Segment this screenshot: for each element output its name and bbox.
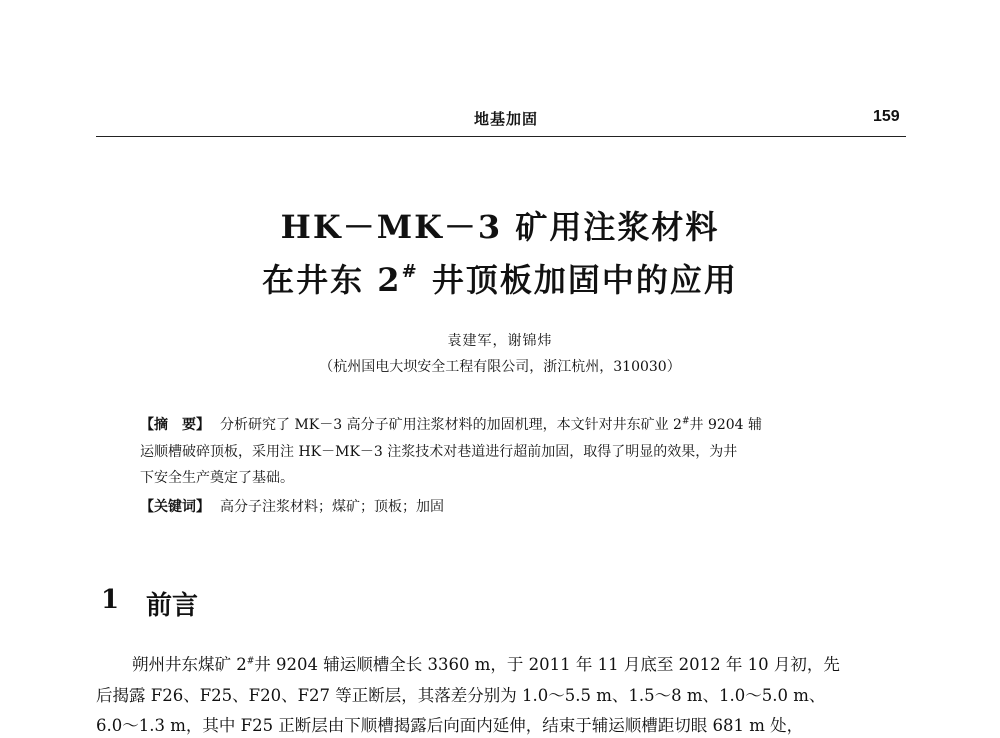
keywords-label: 【关键词】 <box>140 499 210 515</box>
abstract-line-3: 下安全生产奠定了基础。 <box>140 470 294 486</box>
running-header-section: 地基加固 <box>474 110 539 128</box>
abstract-line-1-post: 井 9204 辅 <box>689 417 763 433</box>
section-title: 前言 <box>146 591 199 621</box>
abstract-line-1-sup: # <box>681 416 690 427</box>
article-title-line-1 <box>0 202 1000 248</box>
body-line-3: 6.0～1.3 m，其中 F25 正断层由下顺槽揭露后向面内延伸，结束于辅运顺槽距切眼 681 m 处， <box>96 716 804 735</box>
running-header-page-number: 159 <box>873 108 900 125</box>
body-line-1-sup: # <box>246 656 255 667</box>
title-line-2-sup: # <box>401 261 419 282</box>
body-line-2: 后揭露 F26、F25、F20、F27 等正断层，其落差分别为 1.0～5.5 m、1.5～8 m、1.0～5.0 m、 <box>96 686 826 705</box>
title-line-1-text: HK－MK－3 矿用注浆材料 <box>280 208 720 246</box>
authors: 袁建军，谢锦炜 <box>447 333 553 349</box>
abstract-label: 【摘 要】 <box>140 417 210 433</box>
header-rule <box>96 136 906 137</box>
abstract-line-1-pre: 分析研究了 MK－3 高分子矿用注浆材料的加固机理，本文针对井东矿业 2 <box>220 417 682 433</box>
keywords-line <box>140 496 900 516</box>
body-line-1-post: 井 9204 辅运顺槽全长 3360 m，于 2011 年 11 月底至 2012 年 10 月初，先 <box>254 655 840 674</box>
title-line-2-pre: 在井东 2 <box>262 261 402 299</box>
body-line-1 <box>96 651 911 675</box>
section-number: 1 <box>101 585 120 615</box>
body-line-1-pre: 朔州井东煤矿 2 <box>132 655 247 674</box>
article-title-line-2 <box>0 255 1000 301</box>
abstract-line-2: 运顺槽破碎顶板，采用注 HK－MK－3 注浆技术对巷道进行超前加固，取得了明显的效果，为井 <box>140 444 738 460</box>
keywords-text: 高分子注浆材料；煤矿；顶板；加固 <box>220 499 444 515</box>
abstract-line-1 <box>140 414 900 434</box>
affiliation: （杭州国电大坝安全工程有限公司，浙江杭州，310030） <box>319 359 681 375</box>
title-line-2-post: 井顶板加固中的应用 <box>418 261 738 299</box>
